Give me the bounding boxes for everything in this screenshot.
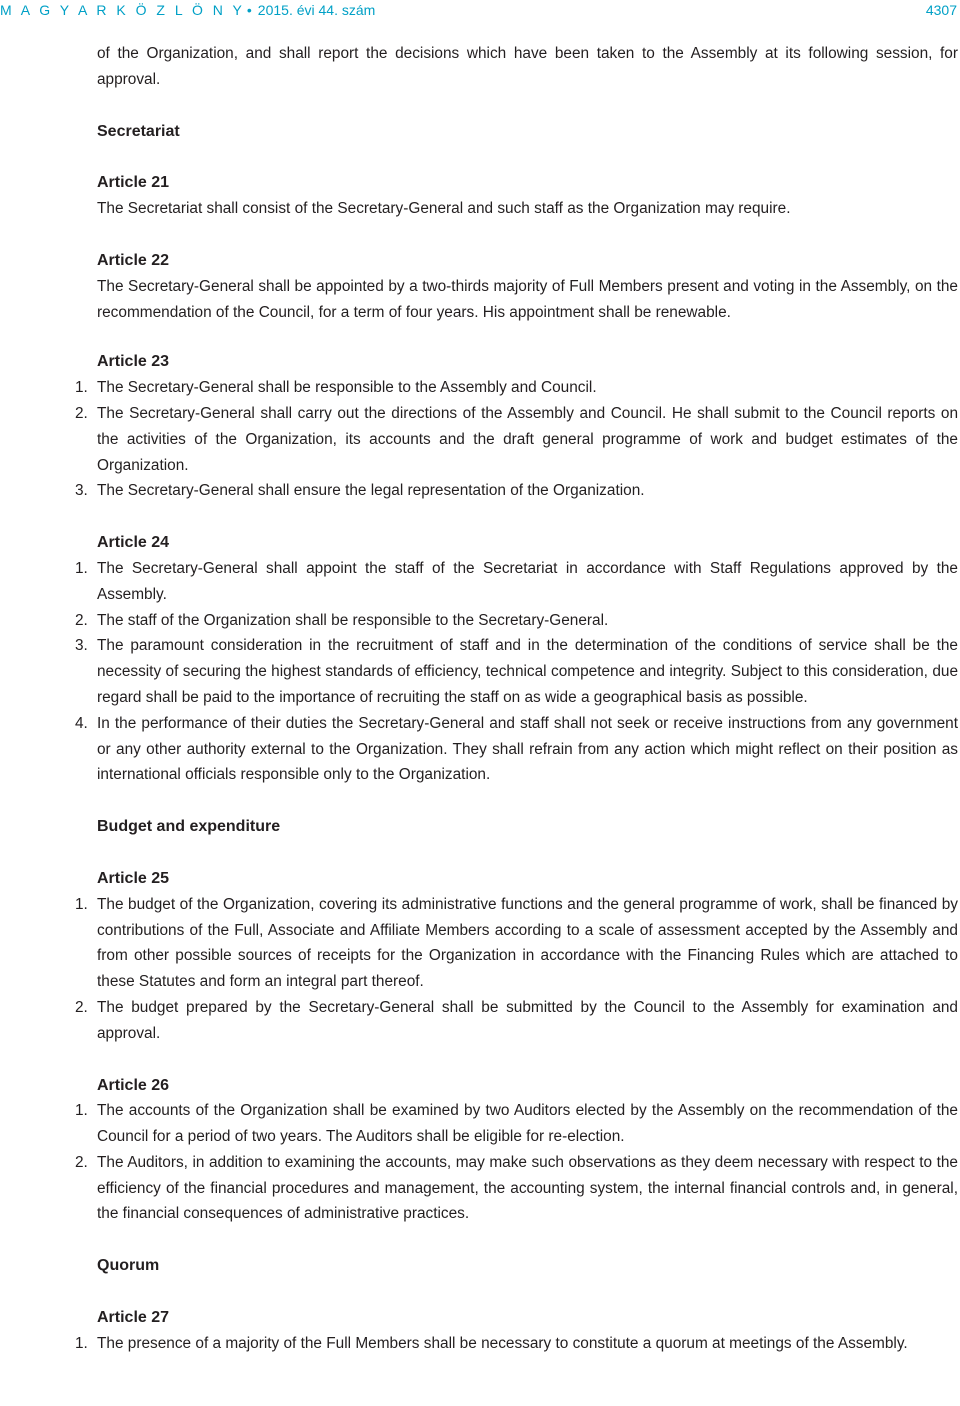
item-number: 1. (75, 559, 88, 577)
item-number: 1. (75, 1102, 88, 1120)
section-heading-budget: Budget and expenditure (97, 818, 281, 836)
list-item (75, 1150, 958, 1227)
issue-label: 2015. évi 44. szám (257, 2, 376, 18)
list-item (75, 556, 958, 608)
item-text: The Secretary-General shall be responsible to the Assembly and Council. (97, 379, 597, 397)
running-header (0, 0, 960, 26)
article-24 (0, 530, 960, 788)
article-26-list (0, 1098, 960, 1227)
article-25-title: Article 25 (97, 869, 170, 887)
article-22-text: The Secretary-General shall be appointed by a two-thirds majority of Full Members present and voting in the Assembly, on the recommendation of the Council, for a term of four years. His appointment shall be renewable. (97, 277, 958, 321)
item-text: The presence of a majority of the Full Members shall be necessary to constitute a quorum at meetings of the Assembly. (97, 1334, 908, 1352)
article-23-title: Article 23 (97, 353, 170, 371)
article-27 (0, 1305, 960, 1357)
article-23 (0, 349, 960, 504)
article-22-title: Article 22 (97, 251, 170, 269)
item-number: 2. (75, 998, 88, 1016)
item-text: The Secretary-General shall appoint the staff of the Secretariat in accordance with Staff Regulations approved by the Assembly. (97, 559, 958, 603)
list-item (75, 478, 958, 504)
list-item (75, 995, 958, 1047)
article-26-title: Article 26 (97, 1076, 170, 1094)
article-22 (0, 248, 960, 325)
item-text: The accounts of the Organization shall be examined by two Auditors elected by the Assembly on the recommendation of the Council for a period of two years. The Auditors shall be eligible for re-election. (97, 1102, 958, 1146)
intro-paragraph: of the Organization, and shall report the decisions which have been taken to the Assembly at its following session, for approval. (97, 45, 958, 88)
document-body (0, 41, 960, 1357)
section-heading-quorum: Quorum (97, 1257, 160, 1275)
item-text: In the performance of their duties the Secretary-General and staff shall not seek or receive instructions from any government or any other authority external to the Organization. They shall refrain from any action which might reflect on their position as international officials responsible only to the Organization. (97, 714, 958, 784)
article-25-list (0, 892, 960, 1047)
item-number: 3. (75, 482, 88, 500)
section-heading-secretariat: Secretariat (97, 122, 180, 140)
article-27-title: Article 27 (97, 1309, 170, 1327)
journal-running-title (0, 0, 375, 20)
article-26 (0, 1073, 960, 1228)
article-21-title: Article 21 (97, 174, 170, 192)
item-text: The Auditors, in addition to examining the accounts, may make such observations as they deem necessary with respect to the efficiency of the financial procedures and management, the accounting system, the internal financial controls and, in general, the financial consequences of administrative practices. (97, 1153, 958, 1223)
item-text: The staff of the Organization shall be responsible to the Secretary-General. (97, 611, 609, 629)
list-item (75, 892, 958, 995)
item-number: 2. (75, 611, 88, 629)
article-21 (0, 170, 960, 222)
journal-name: M A G Y A R K Ö Z L Ö N Y (0, 2, 245, 18)
list-item (75, 711, 958, 788)
list-item (75, 1331, 958, 1357)
article-25 (0, 866, 960, 1047)
item-text: The Secretary-General shall carry out the directions of the Assembly and Council. He shall submit to the Council reports on the activities of the Organization, its accounts and the draft general programme of work and budget estimates of the Organization. (97, 404, 958, 474)
article-27-list (0, 1331, 960, 1357)
list-item (75, 1098, 958, 1150)
item-text: The budget prepared by the Secretary-General shall be submitted by the Council to the Assembly for examination and approval. (97, 998, 958, 1042)
item-text: The budget of the Organization, covering its administrative functions and the general programme of work, shall be financed by contributions of the Full, Associate and Affiliate Members according to a scale of assessment accepted by the Assembly and from other possible sources of receipts for the Organization in accordance with the Financing Rules which are attached to these Statutes and form an integral part thereof. (97, 895, 958, 991)
item-number: 2. (75, 1153, 88, 1171)
article-23-list (0, 375, 960, 504)
item-number: 3. (75, 637, 88, 655)
list-item (75, 608, 958, 634)
list-item (75, 401, 958, 478)
list-item (75, 375, 958, 401)
page-number: 4307 (925, 2, 957, 18)
item-number: 1. (75, 379, 88, 397)
item-text: The Secretary-General shall ensure the legal representation of the Organization. (97, 482, 645, 500)
item-number: 4. (75, 714, 88, 732)
separator-bullet: • (246, 2, 252, 18)
item-text: The paramount consideration in the recruitment of staff and in the determination of the conditions of service shall be the necessity of securing the highest standards of efficiency, technical competence and integrity. Subject to this consideration, due regard shall be paid to the importance of recruiting the staff on as wide a geographical basis as possible. (97, 637, 958, 706)
article-24-title: Article 24 (97, 534, 170, 552)
item-number: 1. (75, 895, 88, 913)
article-24-list (0, 556, 960, 788)
item-number: 1. (75, 1334, 88, 1352)
list-item (75, 633, 958, 710)
article-21-text: The Secretariat shall consist of the Secretary-General and such staff as the Organization may require. (97, 200, 791, 218)
item-number: 2. (75, 404, 88, 422)
